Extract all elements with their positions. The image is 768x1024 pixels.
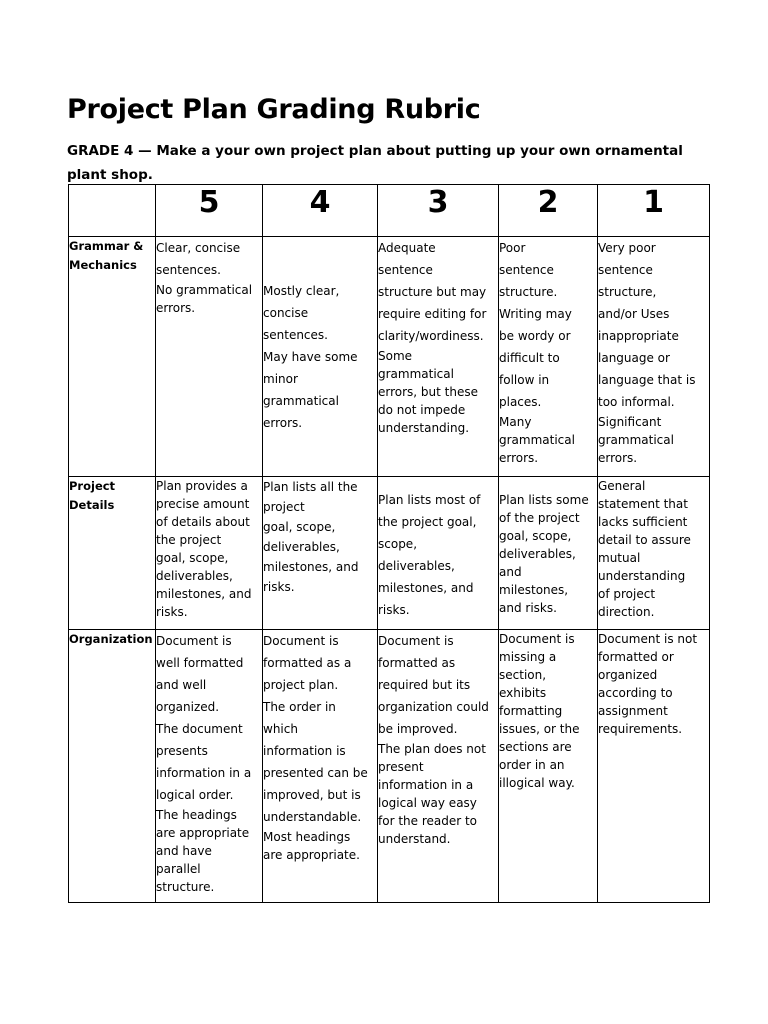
rubric-cell-score-2 (499, 630, 598, 903)
cell-text: Document is missing a section, exhibits formatting issues, or the sections are order in an illogical way. (499, 632, 580, 790)
criterion-label: Project Details (69, 477, 156, 630)
cell-text: Clear, concise sentences. (156, 241, 241, 277)
score-header-4: 4 (263, 185, 378, 237)
cell-text: May have some minor grammatical errors. (263, 350, 358, 430)
cell-text: Plan provides a precise amount of details about the project goal, scope, deliverables, milestones, and risks. (156, 479, 252, 619)
cell-text: Document is not formatted or organized according to assignment requirements. (598, 632, 698, 736)
cell-text: The plan does not present information in a logical way easy for the reader to understand. (378, 742, 486, 846)
rubric-cell-score-5 (156, 477, 263, 630)
rubric-cell-score-2 (499, 477, 598, 630)
cell-text: Adequate sentence structure but may require editing for clarity/wordiness. (378, 241, 487, 343)
rubric-cell-score-4 (263, 477, 378, 630)
score-header-5: 5 (156, 185, 263, 237)
rubric-cell-score-4 (263, 237, 378, 477)
cell-text: Very poor sentence structure, and/or Uses inappropriate language or language that is too informal. (598, 241, 696, 409)
cell-text: Plan lists most of the project goal, scope, deliverables, milestones, and risks. (378, 493, 481, 617)
cell-text: Significant grammatical errors. (598, 415, 674, 465)
criterion-label: Organization (69, 630, 156, 903)
rubric-cell-score-3 (378, 630, 499, 903)
page-title: Project Plan Grading Rubric (67, 94, 481, 125)
cell-text: Document is formatted as a project plan. (263, 634, 352, 692)
cell-text: The order in which information is presented can be improved, but is understandable. (263, 700, 368, 824)
cell-text: General statement that lacks sufficient detail to assure mutual understanding of project direction. (598, 479, 691, 619)
rubric-cell-score-4 (263, 630, 378, 903)
score-header-row (69, 185, 710, 237)
rubric-cell-score-1 (598, 237, 710, 477)
rubric-row-organization (69, 630, 710, 903)
cell-text: No grammatical errors. (156, 283, 253, 315)
rubric-row-grammar (69, 237, 710, 477)
cell-text: Document is formatted as required but its organization could be improved. (378, 634, 489, 736)
score-header-1: 1 (598, 185, 710, 237)
rubric-row-project-details (69, 477, 710, 630)
cell-text: Plan lists some of the project goal, scope, deliverables, and milestones, and risks. (499, 493, 589, 615)
rubric-table (68, 184, 710, 903)
rubric-cell-score-3 (378, 477, 499, 630)
cell-text: Poor sentence structure. (499, 241, 558, 299)
cell-text: Most headings are appropriate. (263, 830, 360, 862)
rubric-cell-score-2 (499, 237, 598, 477)
score-header-3: 3 (378, 185, 499, 237)
rubric-cell-score-1 (598, 630, 710, 903)
rubric-cell-score-5 (156, 630, 263, 903)
cell-text: The headings are appropriate and have parallel structure. (156, 808, 250, 894)
cell-text: Some grammatical errors, but these do not impede understanding. (378, 349, 479, 435)
criterion-header (69, 185, 156, 237)
cell-text: Many grammatical errors. (499, 415, 575, 465)
rubric-cell-score-5 (156, 237, 263, 477)
criterion-label: Grammar & Mechanics (69, 237, 156, 477)
assignment-description: GRADE 4 — Make a your own project plan about putting up your own ornamental plant shop. (67, 143, 683, 183)
cell-text: Document is well formatted and well organized. (156, 634, 244, 714)
rubric-cell-score-1 (598, 477, 710, 630)
cell-text: Writing may be wordy or difficult to follow in places. (499, 307, 572, 409)
cell-text: Mostly clear, concise sentences. (263, 284, 340, 342)
score-header-2: 2 (499, 185, 598, 237)
rubric-cell-score-3 (378, 237, 499, 477)
cell-text: The document presents information in a logical order. (156, 722, 252, 802)
cell-text: Plan lists all the project goal, scope, deliverables, milestones, and risks. (263, 480, 359, 594)
